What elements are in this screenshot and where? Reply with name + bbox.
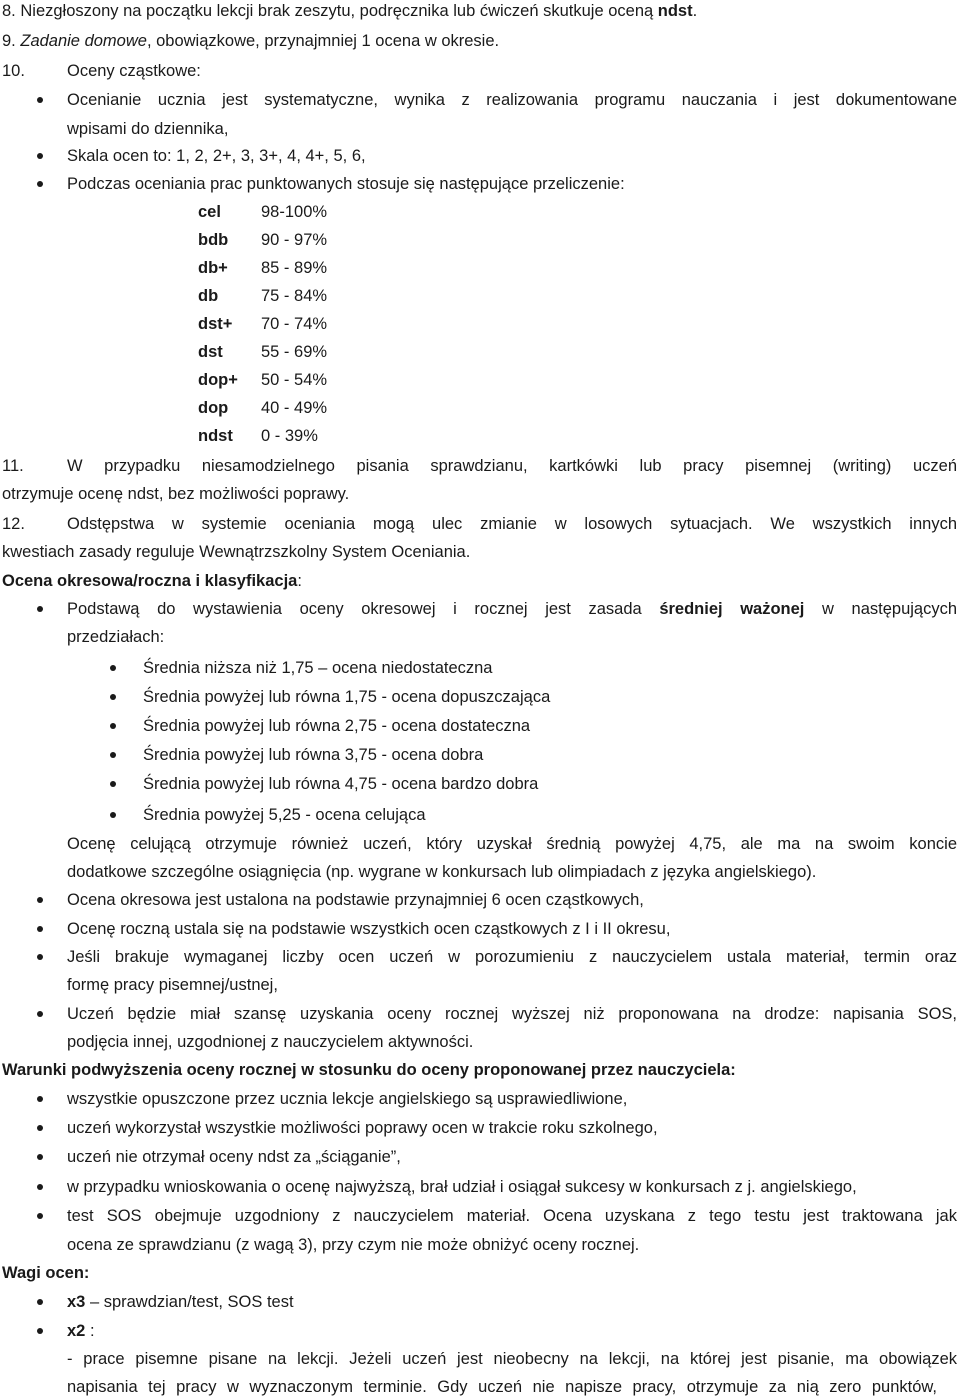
bullet-icon [37, 1184, 43, 1190]
weight-x3: x3 – sprawdzian/test, SOS test [67, 1293, 294, 1311]
scale-range: 75 - 84% [261, 287, 328, 305]
scale-grade: dst [198, 343, 223, 361]
scale-grade: bdb [198, 231, 229, 249]
item-number: 8. [2, 2, 16, 20]
scale-grade: dop+ [198, 371, 238, 389]
celujaca-line1: Ocenę celującą otrzymuje również uczeń, który uzyskał średnią powyżej 4,75, ale ma na swoim koncie [67, 835, 957, 853]
bullet-icon [37, 1213, 43, 1219]
partial-bullet-2: Skala ocen to: 1, 2, 2+, 3, 3+, 4, 4+, 5, 6, [67, 147, 366, 165]
bullet-icon [110, 781, 116, 787]
item-8: 8. Niezgłoszony na początku lekcji brak zeszytu, podręcznika lub ćwiczeń skutkuje oceną ndst. [2, 2, 698, 20]
condition-bullet: wszystkie opuszczone przez ucznia lekcje angielskiego są usprawiedliwione, [67, 1090, 628, 1108]
bullet-icon [37, 926, 43, 932]
periodic-bullet: Ocena okresowa jest ustalona na podstawie przynajmniej 6 ocen cząstkowych, [67, 891, 644, 909]
item-9: 9. Zadanie domowe, obowiązkowe, przynajmniej 1 ocena w okresie. [2, 32, 500, 50]
bullet-icon [37, 1299, 43, 1305]
bullet-icon [37, 1125, 43, 1131]
scale-range: 70 - 74% [261, 315, 328, 333]
scale-grade: dst+ [198, 315, 233, 333]
scale-grade: db [198, 287, 219, 305]
bullet-icon [37, 1096, 43, 1102]
periodic-bullet-1-line1: Podstawą do wystawienia oceny okresowej i rocznej jest zasada średniej ważonej w następujących [67, 600, 957, 618]
scale-grade: ndst [198, 427, 233, 445]
bullet-icon [110, 694, 116, 700]
item-11-line1: W przypadku niesamodzielnego pisania sprawdzianu, kartkówki lub pracy pisemnej (writing) uczeń [67, 457, 957, 475]
average-item: Średnia powyżej lub równa 4,75 - ocena bardzo dobra [143, 775, 539, 793]
periodic-bullet-line1: Jeśli brakuje wymaganej liczby ocen uczeń w porozumieniu z nauczycielem ustala materiał, termin oraz [67, 948, 957, 966]
condition-bullet-line2: ocena ze sprawdzianu (z wagą 3), przy czym nie może obniżyć oceny rocznej. [67, 1236, 640, 1254]
condition-bullet: w przypadku wnioskowania o ocenę najwyższą, brał udział i osiągał sukcesy w konkursach z j. angielskiego, [67, 1178, 857, 1196]
periodic-bullet-1-line2: przedziałach: [67, 628, 165, 646]
scale-range: 40 - 49% [261, 399, 328, 417]
item-10-number: 10. [2, 62, 25, 80]
condition-bullet: uczeń nie otrzymał oceny ndst za „ściąganie”, [67, 1148, 401, 1166]
scale-grade: dop [198, 399, 229, 417]
bullet-icon [110, 665, 116, 671]
weight-x2: x2 : [67, 1322, 95, 1340]
scale-range: 0 - 39% [261, 427, 318, 445]
average-item: Średnia niższa niż 1,75 – ocena niedostateczna [143, 659, 493, 677]
partial-bullet-1-line1: Ocenianie ucznia jest systematyczne, wynika z realizowania programu nauczania i jest dokumentowane [67, 91, 957, 109]
weight-x2-desc-line1: - prace pisemne pisane na lekcji. Jeżeli uczeń jest nieobecny na lekcji, na której jest pisanie, ma obowiązek [67, 1350, 957, 1368]
average-item: Średnia powyżej 5,25 - ocena celująca [143, 806, 426, 824]
periodic-bullet-line2: podjęcia innej, uzgodnionej z nauczycielem aktywności. [67, 1033, 474, 1051]
average-item: Średnia powyżej lub równa 1,75 - ocena dopuszczająca [143, 688, 551, 706]
bullet-icon [37, 954, 43, 960]
bullet-icon [37, 1011, 43, 1017]
partial-bullet-3: Podczas oceniania prac punktowanych stosuje się następujące przeliczenie: [67, 175, 625, 193]
partial-bullet-1-line2: wpisami do dziennika, [67, 120, 229, 138]
bullet-icon [37, 1328, 43, 1334]
condition-bullet: uczeń wykorzystał wszystkie możliwości poprawy ocen w trakcie roku szkolnego, [67, 1119, 658, 1137]
item-number: 9. [2, 32, 16, 50]
item-11-line2: otrzymuje ocenę ndst, bez możliwości poprawy. [2, 485, 350, 503]
section-heading-weights: Wagi ocen: [2, 1264, 90, 1282]
periodic-bullet-line1: Uczeń będzie miał szansę uzyskania oceny rocznej wyższej niż proponowana na drodze: napisania SOS, [67, 1005, 957, 1023]
bullet-icon [37, 153, 43, 159]
scale-range: 98-100% [261, 203, 328, 221]
scale-grade: cel [198, 203, 221, 221]
periodic-bullet-line2: formę pracy pisemnej/ustnej, [67, 976, 278, 994]
condition-bullet-line1: test SOS obejmuje uzgodniony z nauczycielem materiał. Ocena uzyskana z tego testu jest traktowana jak [67, 1207, 957, 1225]
celujaca-line2: dodatkowe szczególne osiągnięcia (np. wygrane w konkursach lub olimpiadach z języka angielskiego). [67, 863, 817, 881]
bullet-icon [37, 181, 43, 187]
item-10-title: Oceny cząstkowe: [67, 62, 201, 80]
item-11-number: 11. [2, 457, 24, 475]
scale-range: 50 - 54% [261, 371, 328, 389]
item-12-number: 12. [2, 515, 25, 533]
item-12-line1: Odstępstwa w systemie oceniania mogą ulec zmianie w losowych sytuacjach. We wszystkich innych [67, 515, 957, 533]
bullet-icon [37, 897, 43, 903]
weight-x2-desc-line2: napisania tej pracy w wyznaczonym terminie. Gdy uczeń nie napisze pracy, otrzymuje za nią zero punktów, [67, 1378, 937, 1396]
scale-range: 90 - 97% [261, 231, 328, 249]
bullet-icon [110, 752, 116, 758]
average-item: Średnia powyżej lub równa 3,75 - ocena dobra [143, 746, 484, 764]
bullet-icon [37, 1154, 43, 1160]
item-12-line2: kwestiach zasady reguluje Wewnątrzszkolny System Oceniania. [2, 543, 471, 561]
bullet-icon [37, 97, 43, 103]
section-heading-periodic: Ocena okresowa/roczna i klasyfikacja: [2, 572, 302, 590]
scale-range: 55 - 69% [261, 343, 328, 361]
bullet-icon [110, 723, 116, 729]
bullet-icon [110, 812, 116, 818]
bullet-icon [37, 606, 43, 612]
section-heading-conditions: Warunki podwyższenia oceny rocznej w stosunku do oceny proponowanej przez nauczyciela: [2, 1061, 736, 1079]
scale-range: 85 - 89% [261, 259, 328, 277]
average-item: Średnia powyżej lub równa 2,75 - ocena dostateczna [143, 717, 531, 735]
periodic-bullet: Ocenę roczną ustala się na podstawie wszystkich ocen cząstkowych z I i II okresu, [67, 920, 671, 938]
scale-grade: db+ [198, 259, 228, 277]
